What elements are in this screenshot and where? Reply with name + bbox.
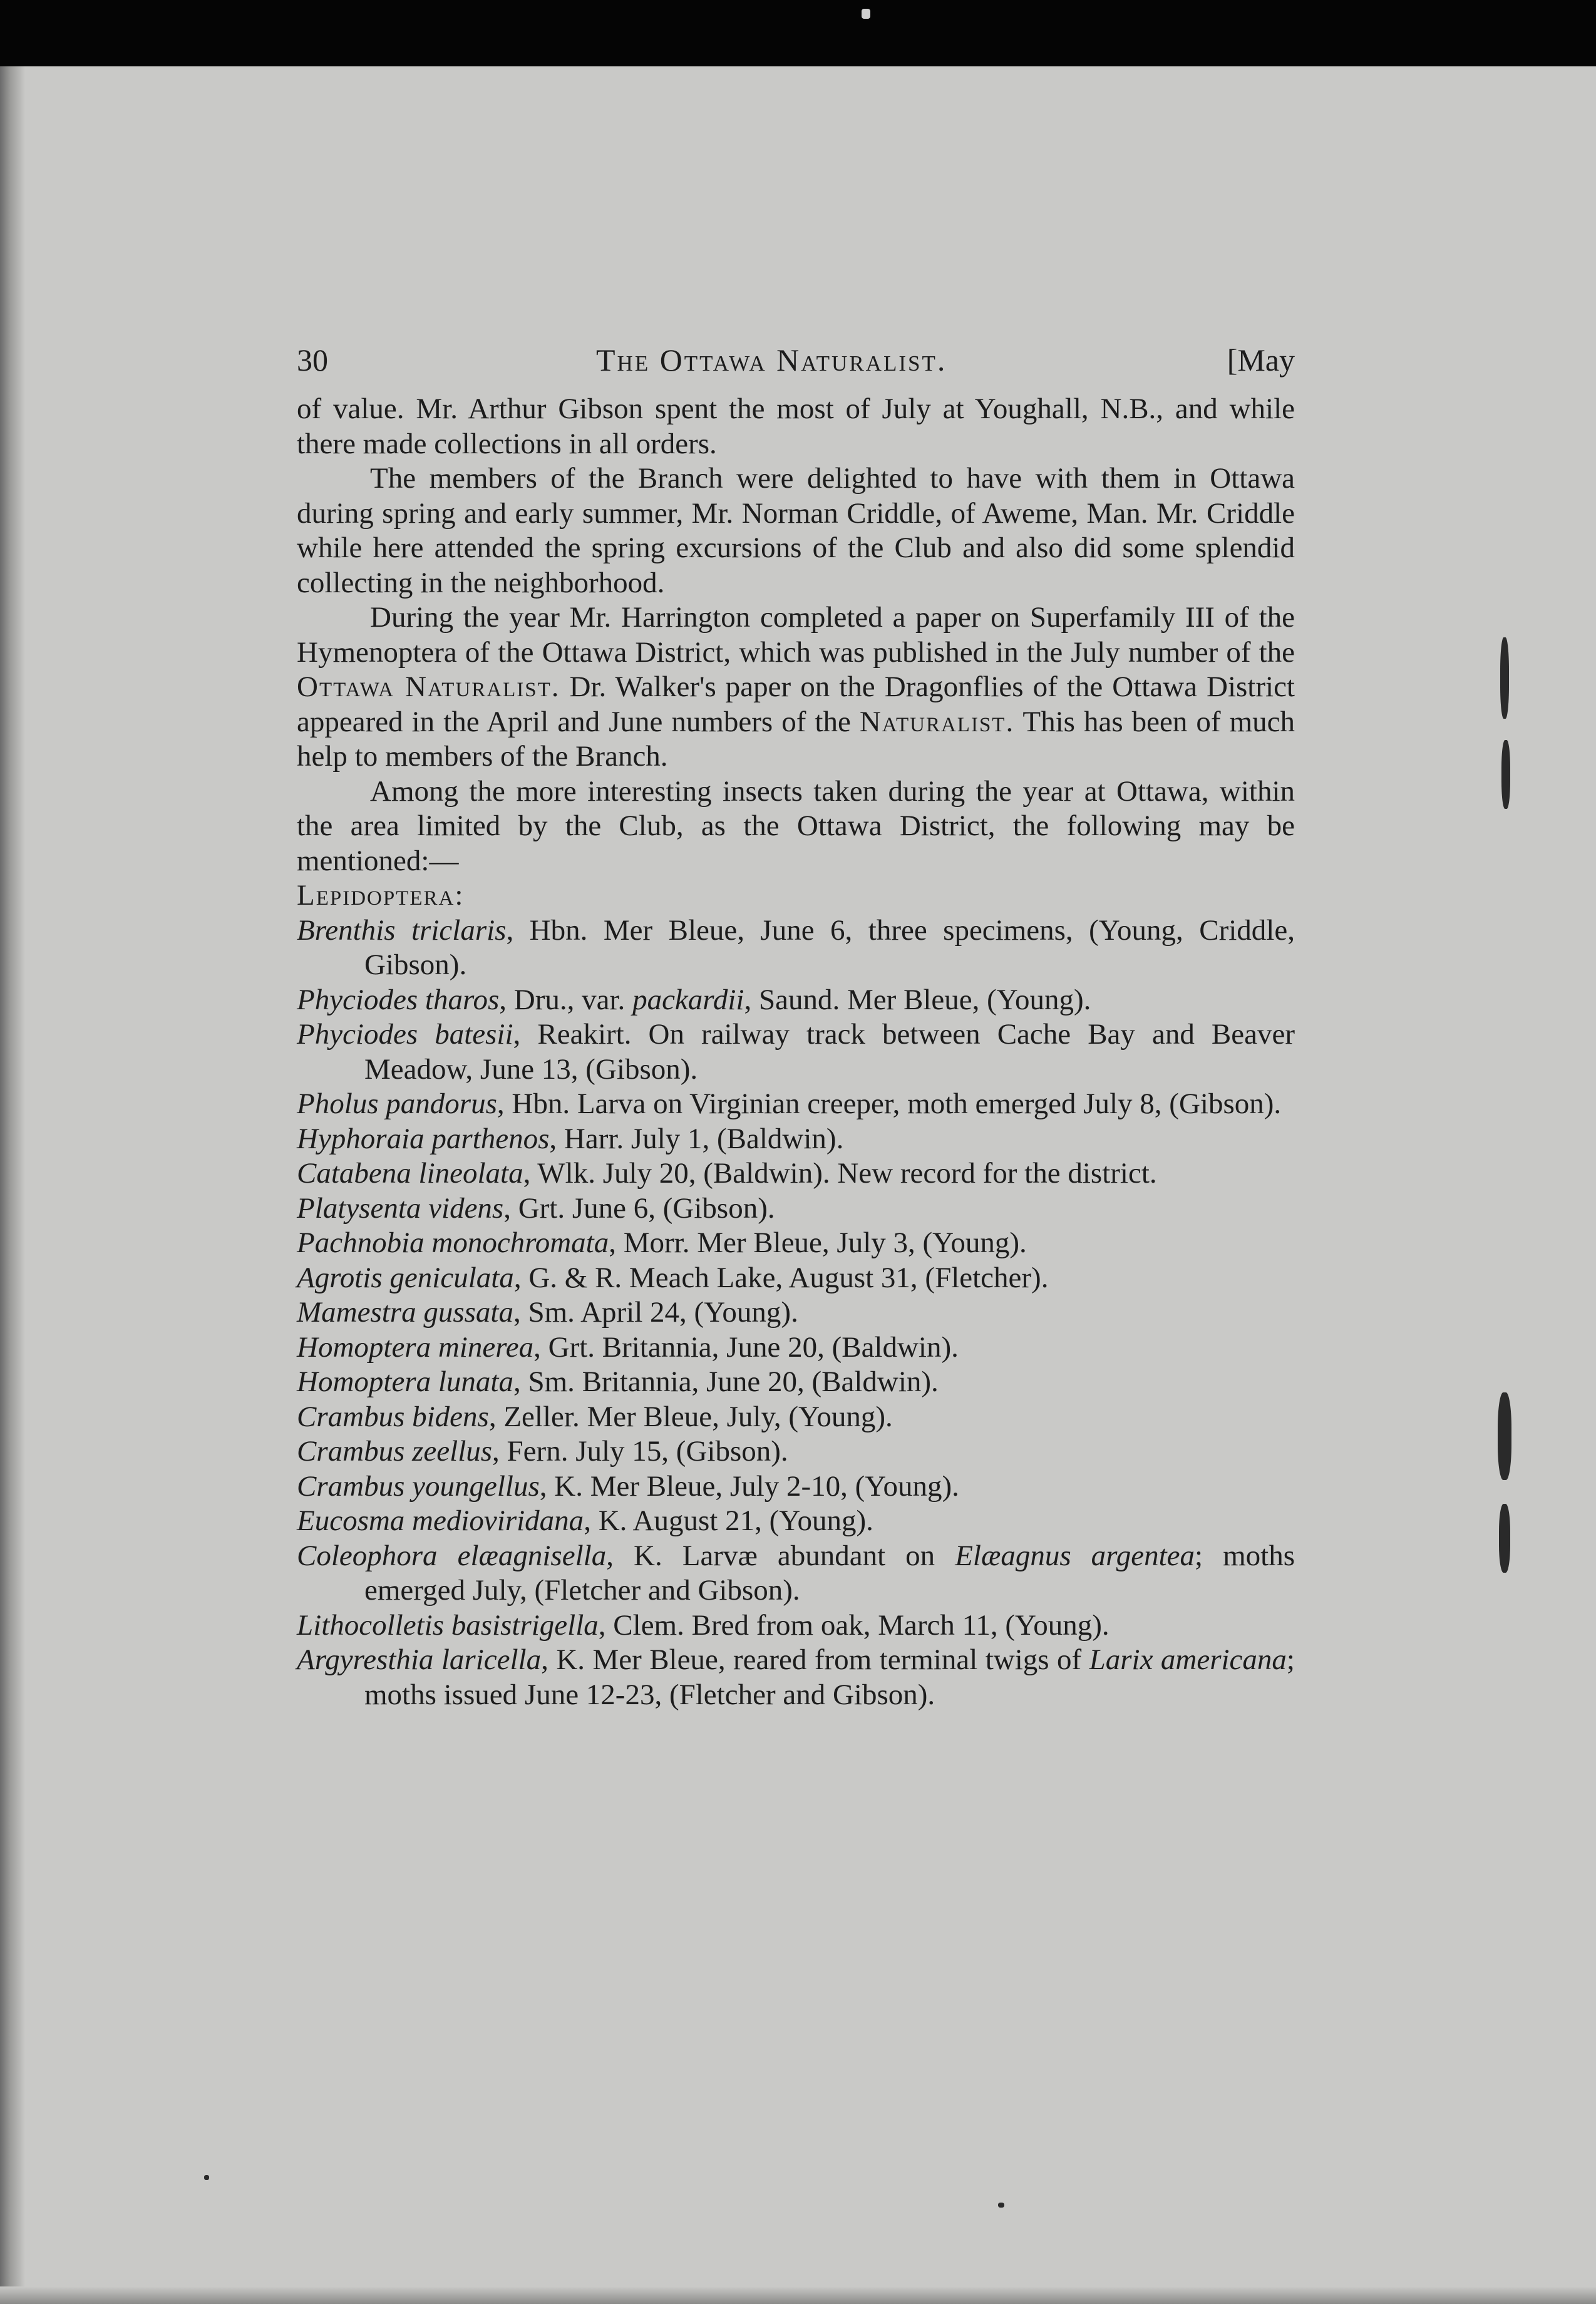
species-details: , K. Mer Bleue, July 2-10, (Young). [539, 1469, 959, 1503]
paragraph-3 [297, 600, 1295, 774]
species-entry [297, 913, 1295, 983]
species-name: Platysenta videns [297, 1191, 504, 1225]
species-entry [297, 1365, 1295, 1400]
margin-blemish-2 [1501, 740, 1510, 809]
page-left-edge [0, 66, 25, 2304]
margin-dot-1 [204, 2175, 209, 2180]
species-entry [297, 1226, 1295, 1261]
species-name: Homoptera minerea [297, 1330, 534, 1364]
species-entry [297, 1330, 1295, 1365]
species-entry [297, 1434, 1295, 1469]
species-entry [297, 1156, 1295, 1191]
journal-title: The Ottawa Naturalist. [596, 342, 947, 378]
species-entry [297, 1400, 1295, 1435]
species-name: Coleophora elæagnisella [297, 1539, 607, 1572]
species-details-mid: , K. Mer Bleue, reared from terminal twigs of [541, 1643, 1089, 1676]
species-details: , Saund. Mer Bleue, (Young). [744, 983, 1091, 1016]
species-entry [297, 1608, 1295, 1643]
margin-dot-2 [998, 2203, 1004, 2208]
species-entry [297, 1504, 1295, 1539]
species-name: Argyresthia laricella [297, 1643, 542, 1676]
species-entry [297, 1261, 1295, 1296]
species-details: , Zeller. Mer Bleue, July, (Young). [488, 1400, 893, 1433]
species-details: , Hbn. Mer Bleue, June 6, three specimens, (Young, Criddle, Gibson). [364, 913, 1295, 981]
body-text [297, 392, 1295, 1712]
species-details-mid: , K. Larvæ abundant on [606, 1539, 955, 1572]
species-name: Lithocolletis basistrigella [297, 1608, 599, 1642]
running-header [297, 342, 1295, 392]
species-details: ; moths emerged July, (Fletcher and Gibson). [364, 1539, 1295, 1607]
species-details: , Sm. Britannia, June 20, (Baldwin). [513, 1365, 939, 1398]
page-bottom-shadow [0, 2286, 1596, 2304]
book-page [0, 66, 1596, 2304]
species-name: Brenthis triclaris [297, 913, 507, 947]
margin-blemish-4 [1499, 1504, 1510, 1573]
species-entry [297, 1122, 1295, 1157]
variety-name: packardii [632, 983, 744, 1016]
species-name: Catabena lineolata [297, 1157, 523, 1190]
page-content [297, 342, 1295, 1712]
species-details: , Grt. June 6, (Gibson). [503, 1191, 775, 1225]
scan-top-border [0, 0, 1596, 70]
species-details: , Wlk. July 20, (Baldwin). New record for the district. [523, 1157, 1157, 1190]
species-details: , Reakirt. On railway track between Cache Bay and Beaver Meadow, June 13, (Gibson). [364, 1018, 1295, 1086]
species-name: Pachnobia monochromata [297, 1227, 609, 1259]
host-plant-name: Elæagnus argentea [955, 1539, 1195, 1572]
species-details: , Fern. July 15, (Gibson). [492, 1435, 788, 1468]
species-name: Crambus zeellus [297, 1435, 493, 1468]
species-details: , Hbn. Larva on Virginian creeper, moth emerged July 8, (Gibson). [497, 1088, 1282, 1120]
page-number: 30 [297, 342, 328, 378]
paragraph-2: The members of the Branch were delighted to have with them in Ottawa during spring and early summer, Mr. Norman Criddle, of Aweme, Man. Mr. Criddle while here attended the spring excursions of the Club and also did some splendid collecting in the neighborhood. [297, 462, 1295, 599]
section-heading: Lepidoptera: [297, 879, 465, 912]
species-details: , G. & R. Meach Lake, August 31, (Fletcher). [513, 1261, 1049, 1294]
species-entry [297, 1295, 1295, 1330]
scan-artifact-mark [862, 9, 870, 19]
species-name: Phyciodes batesii [297, 1018, 513, 1051]
species-details: , Morr. Mer Bleue, July 3, (Young). [609, 1227, 1027, 1259]
species-entry [297, 1539, 1295, 1608]
species-entry [297, 1017, 1295, 1087]
species-details: ; moths issued June 12-23, (Fletcher and Gibson). [364, 1643, 1295, 1711]
species-entry [297, 1643, 1295, 1712]
species-name: Crambus bidens [297, 1400, 489, 1433]
paragraph-4: Among the more interesting insects taken during the year at Ottawa, within the area limited by the Club, as the Ottawa District, the following may be mentioned:— [297, 774, 1295, 877]
species-details: , Sm. April 24, (Young). [513, 1296, 798, 1329]
species-name: Homoptera lunata [297, 1365, 513, 1398]
species-name: Pholus pandorus [297, 1088, 497, 1120]
species-name: Agrotis geniculata [297, 1261, 514, 1294]
species-name: Eucosma medioviridana [297, 1504, 584, 1537]
margin-blemish-3 [1498, 1392, 1511, 1480]
species-name: Mamestra gussata [297, 1296, 513, 1329]
species-name: Hyphoraia parthenos [297, 1122, 550, 1155]
paragraph-3-text-1: During the year Mr. Harrington completed a paper on Superfamily III of the Hymenoptera of the Ottawa District, which was published in the July number of the [297, 601, 1295, 669]
species-entry [297, 1087, 1295, 1122]
species-details: , K. August 21, (Young). [584, 1504, 873, 1537]
paragraph-3-text-2: Dr. Walker's paper on the Dragonflies of the Ottawa District appeared in the April and June numbers of the [297, 671, 1295, 738]
species-entry [297, 1191, 1295, 1227]
species-details: , Grt. Britannia, June 20, (Baldwin). [533, 1330, 959, 1364]
paragraph-3-text-3: This has been of much help to members of the Branch. [297, 705, 1295, 773]
species-details-mid: , Dru., var. [499, 983, 633, 1016]
species-name: Phyciodes tharos [297, 983, 500, 1016]
paragraph-1: of value. Mr. Arthur Gibson spent the most of July at Youghall, N.B., and while there made collections in all orders. [297, 393, 1295, 460]
species-entry [297, 1469, 1295, 1504]
margin-blemish-1 [1500, 637, 1509, 719]
paragraph-3-journal-short-name: Naturalist. [859, 705, 1015, 738]
species-name: Crambus youngellus [297, 1469, 540, 1503]
species-entry [297, 983, 1295, 1018]
species-details: , Harr. July 1, (Baldwin). [549, 1122, 844, 1155]
host-plant-name: Larix americana [1089, 1643, 1287, 1676]
issue-month: [May [1227, 342, 1295, 378]
paragraph-3-journal-name: Ottawa Naturalist. [297, 671, 560, 703]
species-details: , Clem. Bred from oak, March 11, (Young). [598, 1608, 1109, 1642]
